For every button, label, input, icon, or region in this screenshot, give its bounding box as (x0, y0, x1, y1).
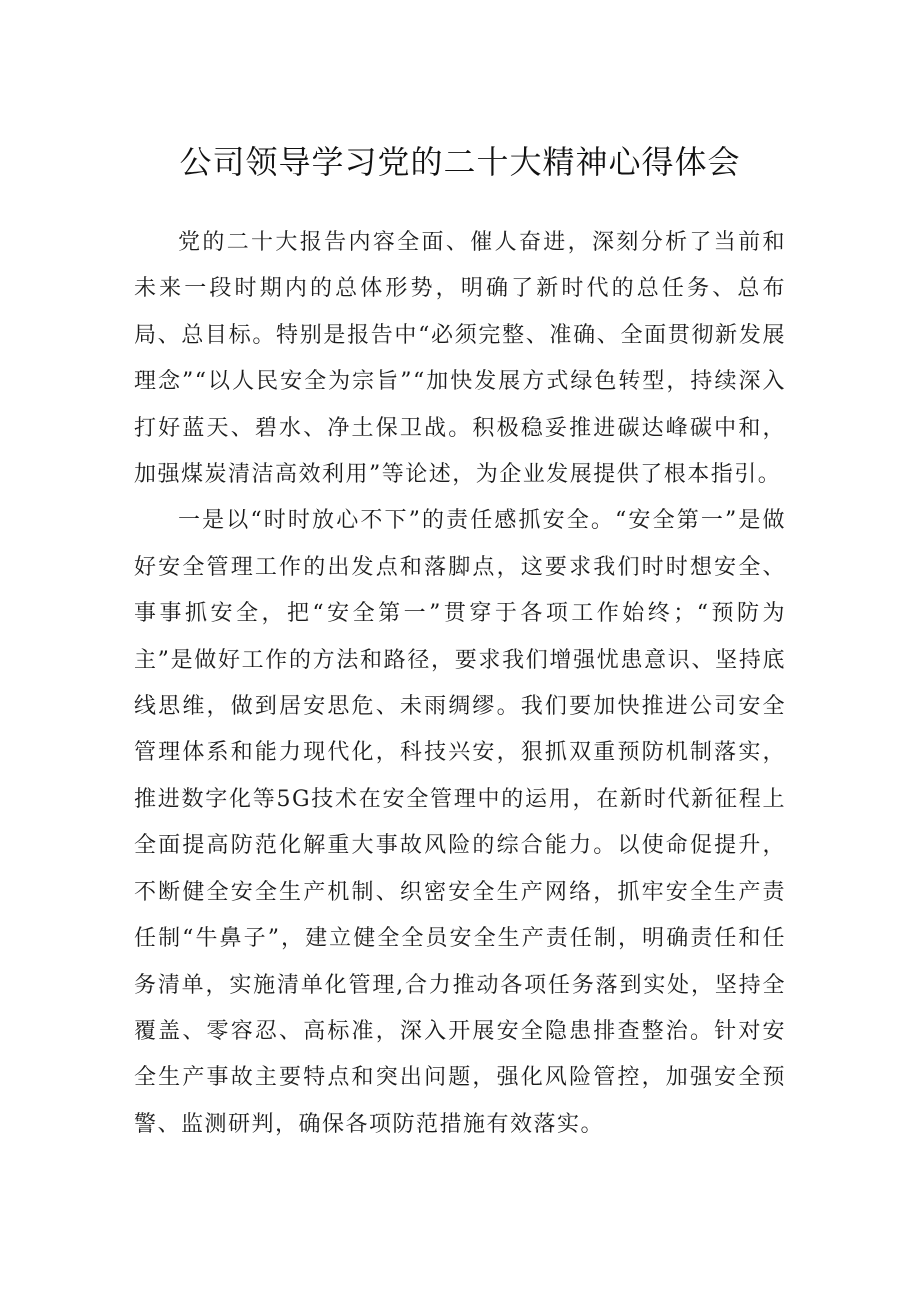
document-title: 公司领导学习党的二十大精神心得体会 (179, 143, 741, 181)
paragraph-intro: 党的二十大报告内容全面、催人奋进，深刻分析了当前和未来一段时期内的总体形势，明确了新时代的总任务、总布局、总目标。特别是报告中“必须完整、准确、全面贯彻新发展理念”“以人民安全为宗旨”“加快发展方式绿色转型，持续深入打好蓝天、碧水、净土保卫战。积极稳妥推进碳达峰碳中和，加强煤炭清洁高效利用”等论述，为企业发展提供了根本指引。 (134, 230, 786, 488)
paragraph-safety: 一是以“时时放心不下”的责任感抓安全。“安全第一”是做好安全管理工作的出发点和落脚点，这要求我们时时想安全、事事抓安全，把“安全第一”贯穿于各项工作始终；“预防为主”是做好工作的方法和路径，要求我们增强忧患意识、坚持底线思维，做到居安思危、未雨绸缪。我们要加快推进公司安全管理体系和能力现代化，科技兴安，狠抓双重预防机制落实，推进数字化等5G技术在安全管理中的运用，在新时代新征程上全面提高防范化解重大事故风险的综合能力。以使命促提升，不断健全安全生产机制、织密安全生产网络，抓牢安全生产责任制“牛鼻子”，建立健全全员安全生产责任制，明确责任和任务清单，实施清单化管理,合力推动各项任务落到实处，坚持全覆盖、零容忍、高标准，深入开展安全隐患排查整治。针对安全生产事故主要特点和突出问题，强化风险管控，加强安全预警、监测研判，确保各项防范措施有效落实。 (134, 508, 786, 1137)
document-body (134, 220, 786, 1148)
